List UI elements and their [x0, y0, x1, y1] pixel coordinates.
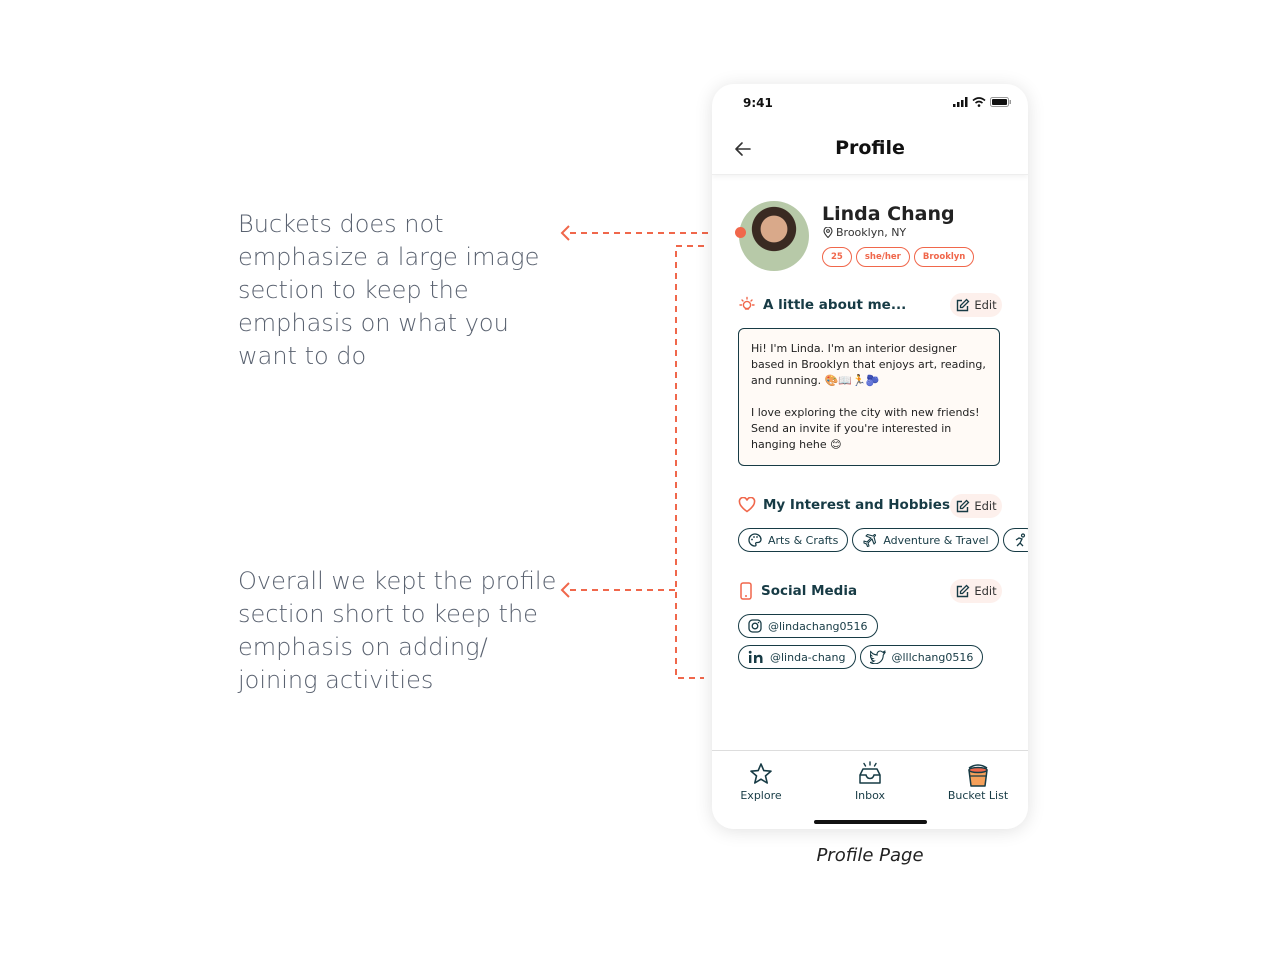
edit-icon — [955, 499, 970, 514]
edit-label: Edit — [974, 298, 997, 312]
top-nav-bar — [712, 124, 1028, 175]
battery-icon — [990, 97, 1012, 107]
location-pin-icon — [823, 227, 833, 238]
phone-frame — [712, 84, 1028, 829]
instagram-icon — [748, 619, 762, 633]
twitter-link[interactable] — [860, 645, 984, 669]
status-time: 9:41 — [743, 96, 773, 110]
figure-caption: Profile Page — [816, 845, 924, 866]
edit-label: Edit — [974, 499, 997, 513]
social-row-1 — [738, 614, 878, 638]
tag-label: Arts & Crafts — [768, 533, 839, 547]
profile-location — [823, 226, 906, 239]
about-paragraph-2: I love exploring the city with new friends! Send an invite if you're interested in hanging hehe 😊 — [751, 406, 980, 451]
about-paragraph-1: Hi! I'm Linda. I'm an interior designer based in Brooklyn that enjoys art, reading, and running. 🎨📖🏃🫐 — [751, 342, 986, 387]
social-heading-text: Social Media — [761, 583, 858, 599]
interest-tag-arts[interactable] — [738, 528, 848, 552]
interest-tag-travel[interactable] — [852, 528, 998, 552]
status-icons — [953, 97, 1012, 107]
twitter-icon — [870, 650, 886, 664]
about-heading-text: A little about me... — [763, 297, 907, 313]
running-icon — [1013, 533, 1028, 548]
heart-icon — [738, 497, 756, 513]
phone-icon — [738, 582, 754, 600]
tab-bucket-list-label: Bucket List — [947, 789, 1009, 802]
tab-explore[interactable] — [716, 759, 806, 802]
airplane-icon — [862, 533, 877, 548]
linkedin-handle: @linda-chang — [770, 650, 846, 664]
linkedin-icon — [748, 650, 764, 664]
annotation-bottom: Overall we kept the profile section short to keep the emphasis on adding/ joining activities — [238, 567, 557, 694]
bottom-tab-bar — [712, 750, 1028, 829]
palette-icon — [748, 533, 762, 547]
bucket-icon — [965, 759, 991, 789]
edit-icon — [955, 298, 970, 313]
interest-tags — [738, 528, 1028, 552]
inbox-icon — [857, 760, 883, 788]
age-chip: 25 — [822, 247, 852, 267]
page-title: Profile — [835, 137, 905, 159]
edit-label: Edit — [974, 584, 997, 598]
about-heading — [738, 296, 906, 314]
pronouns-chip: she/her — [856, 247, 910, 267]
interest-tag-overflow[interactable] — [1003, 528, 1028, 552]
instagram-link[interactable] — [738, 614, 878, 638]
annotation-top: Buckets does not emphasize a large image section to keep the emphasis on what you want to do — [238, 210, 540, 370]
interests-heading — [738, 497, 950, 513]
location-text: Brooklyn, NY — [836, 226, 907, 239]
social-edit-button[interactable] — [950, 579, 1002, 603]
linkedin-link[interactable] — [738, 645, 856, 669]
signal-icon — [953, 97, 968, 107]
tab-bucket-list[interactable] — [933, 759, 1023, 802]
about-edit-button[interactable] — [950, 293, 1002, 317]
interests-edit-button[interactable] — [950, 494, 1002, 518]
wifi-icon — [972, 97, 986, 107]
instagram-handle: @lindachang0516 — [768, 619, 868, 633]
social-row-2 — [738, 645, 983, 669]
interests-heading-text: My Interest and Hobbies — [763, 497, 950, 513]
home-indicator — [814, 820, 927, 824]
social-heading — [738, 582, 857, 600]
tab-inbox[interactable] — [825, 759, 915, 802]
profile-name: Linda Chang — [822, 203, 955, 225]
tag-label: Adventure & Travel — [883, 533, 989, 547]
lightbulb-icon — [738, 296, 756, 314]
avatar — [739, 201, 809, 271]
neighborhood-chip: Brooklyn — [914, 247, 975, 267]
annotation-marker-dot — [735, 227, 746, 238]
about-text-box — [738, 328, 1000, 466]
tab-explore-label: Explore — [740, 789, 782, 802]
star-icon — [748, 761, 774, 787]
twitter-handle: @lllchang0516 — [891, 650, 974, 664]
profile-chips — [822, 247, 974, 267]
edit-icon — [955, 584, 970, 599]
status-bar — [712, 84, 1028, 124]
tab-inbox-label: Inbox — [854, 789, 886, 802]
